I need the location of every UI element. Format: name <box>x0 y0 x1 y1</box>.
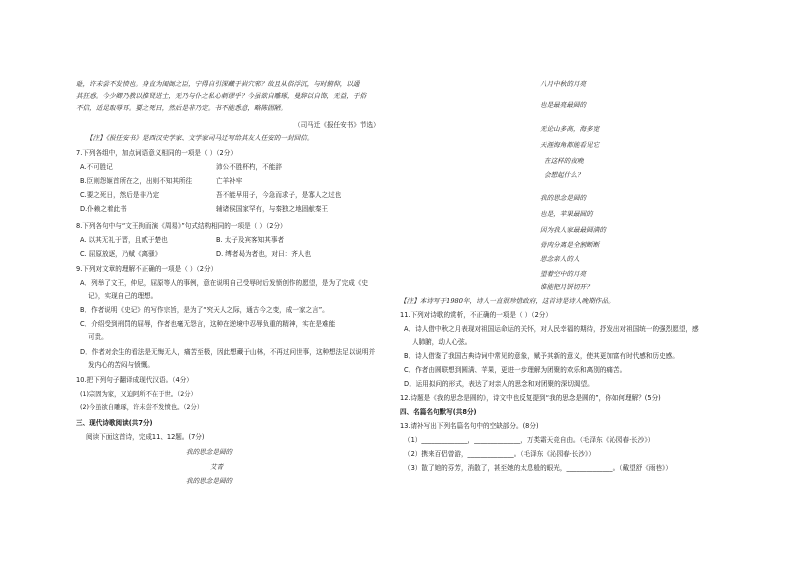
right-text-line: 谁能把月饼切开？ <box>540 283 593 291</box>
right-text-line: 11.下列对诗歌的赏析，不正确的一项是（ ）（2分） <box>400 311 552 319</box>
left-text-line: 8.下列各句中与“文王拘而演《周易》”句式结构相同的一项是（ ）（2分） <box>76 222 287 230</box>
left-text-line: 我的思念是圆的 <box>186 448 233 456</box>
left-text-line: 其狂惑。今少卿乃教以推贤进士，无乃与仆之私心刺谬乎？今虽欲自雕琢，曼辞以自饰，无益，于俗 <box>76 92 367 100</box>
left-text-line: 不信，适足取辱耳。要之死日，然后是非乃定。书不能悉意，略陈固陋。 <box>76 104 287 112</box>
right-text-line: A．诗人借中秋之月表现对祖国运命运的关怀，对人民幸福的期待，抒发出对祖国统一的强烈愿望，感 <box>404 325 699 333</box>
left-text-line: C．介绍受到刑罚的屈辱，作者也毫无怨言，这种在逆境中忍辱负重的精神，实在是难能 <box>80 320 336 328</box>
left-text-line: A. 以其无礼于晋，且贰于楚也 <box>80 236 168 244</box>
right-text-line: 也是最亮最圆的 <box>540 101 587 109</box>
left-text-line: (2)今虽欲自雕琢，许未尝不发愤也。（2分） <box>80 404 204 411</box>
left-text-line: 记》，实现自己的理想。 <box>88 292 158 300</box>
left-text-line: B.臣则怨姬首所在之，出则不知其所往 <box>80 177 193 185</box>
right-text-line: 12.诗题是《我的思念是圆的》，诗文中也反复提到“我的思念是圆的”，你如何理解？(5分) <box>400 394 661 402</box>
left-text-line: 我的思念是圆的 <box>186 477 233 485</box>
right-text-line: 八月中秋的月亮 <box>540 80 587 88</box>
right-text-line: 会想起什么？ <box>544 171 584 179</box>
left-text-line: （司马迁《报任安书》节选） <box>294 121 380 129</box>
right-text-line: 【注】本诗写于1980年，诗人一直很珍惜政府，这首诗是诗人晚期作品。 <box>400 297 615 305</box>
left-text-line: (1)宗固为家，又迫阿所不在于世。（2分） <box>80 391 197 398</box>
left-text-line: 阅读下面这首诗，完成11、12题。(7分) <box>86 433 205 441</box>
left-text-line: 辅诸侯国家罕有，与秦独之地固献秦王 <box>216 205 329 213</box>
right-text-line: （2）携来百侣曾游，______________。（毛泽东《沁园春·长沙》） <box>404 450 595 458</box>
right-text-line: 思念亲人的人 <box>540 255 580 263</box>
right-text-line: 13.请补写出下列名篇名句中的空缺部分。(8分) <box>400 422 539 430</box>
right-text-line: 四、名篇名句默写(共8分) <box>400 408 477 416</box>
left-text-line: D.仆赖之着此书 <box>80 205 127 213</box>
right-text-line: D．运用拟问的形式，表达了对亲人的思念和对团聚的深切渴望。 <box>404 380 594 388</box>
left-text-line: 亡羊补牢 <box>216 177 243 185</box>
left-text-line: 吾不能早用子，今急而求子，是寡人之过也 <box>216 191 342 199</box>
right-text-line: 骨肉分离是全割断断 <box>540 241 600 249</box>
left-text-line: A.不可胜记 <box>80 163 113 171</box>
left-text-line: 7.下列各组中，加点词语意义相同的一项是（ ）（2分） <box>76 149 237 157</box>
left-text-line: 9.下列对文章的理解不正确的一项是（ ）（2分） <box>76 265 218 273</box>
right-text-line: 因为我人家最最圆满的 <box>540 226 606 234</box>
left-text-line: B．作者说明《史记》的写作宗旨，是为了“究天人之际，通古今之变，成一家之言”。 <box>80 306 329 314</box>
right-text-line: 望着空中的月亮 <box>540 270 587 278</box>
left-text-line: 三、现代诗歌阅读(共7分) <box>76 419 153 427</box>
left-text-line: 耻，许未尝不发愤也。身直为闺阁之臣，宁得自引深藏于岩穴邪？故且从俗浮沉，与时俯仰，以通 <box>76 80 360 88</box>
right-text-line: （1）______________，______________，万类霜天竞自由。（毛泽东《沁园春·长沙》） <box>404 436 655 444</box>
right-text-line: 无论山多高，海多宽 <box>540 125 600 133</box>
left-text-line: 可贵。 <box>88 333 108 341</box>
left-text-line: 【注】《报任安书》是西汉史学家、文学家司马迁写给其友人任安的一封回信。 <box>86 134 314 142</box>
left-text-line: D. 缚者曷为者也，对曰：齐人也 <box>216 250 311 258</box>
left-text-line: 沛公不胜杯杓，不能辞 <box>216 163 282 171</box>
right-text-line: 在这样的夜晚 <box>544 157 584 165</box>
right-text-line: 人肺腑，动人心弦。 <box>412 338 472 346</box>
right-text-line: 也是，苹果最圆的 <box>540 210 593 218</box>
right-text-line: B．诗人借鉴了我国古典诗词中常见的意象，赋予其新的意义，使其更加富有时代感和历史感。 <box>404 352 679 360</box>
right-text-line: （3）散了她的芬芳，消散了，甚至她的太息般的眼光，______________。（戴望舒《雨巷》） <box>404 464 672 472</box>
left-text-line: A．列举了文王，仲尼，屈原等人的事例，意在说明自己受辱时后发愤创作的愿望，是为了完成《史 <box>80 279 369 287</box>
left-text-line: 10.把下列句子翻译成现代汉语。（4分） <box>76 376 193 384</box>
right-text-line: 天涯海角都能看见它 <box>540 141 600 149</box>
left-text-line: 发内心的苦闷与愤慨。 <box>88 361 154 369</box>
left-text-line: D．作者对余生的看法是无悔无人，痛苦至极，因此想藏于山林，不再过问世事，这种想法足以说明并 <box>80 348 376 356</box>
left-text-line: 艾青 <box>210 463 224 471</box>
left-text-line: C. 屈原放逐，乃赋《离骚》 <box>80 250 162 258</box>
right-text-line: C．作者由圆联想到圆满、苹果，更进一步理解为团聚的欢乐和离别的痛苦。 <box>404 366 627 374</box>
left-text-line: C.要之死日，然后是非乃定 <box>80 191 160 199</box>
left-text-line: B. 太子及宾客知其事者 <box>216 236 285 244</box>
right-text-line: 我的思念是圆的 <box>540 194 587 202</box>
